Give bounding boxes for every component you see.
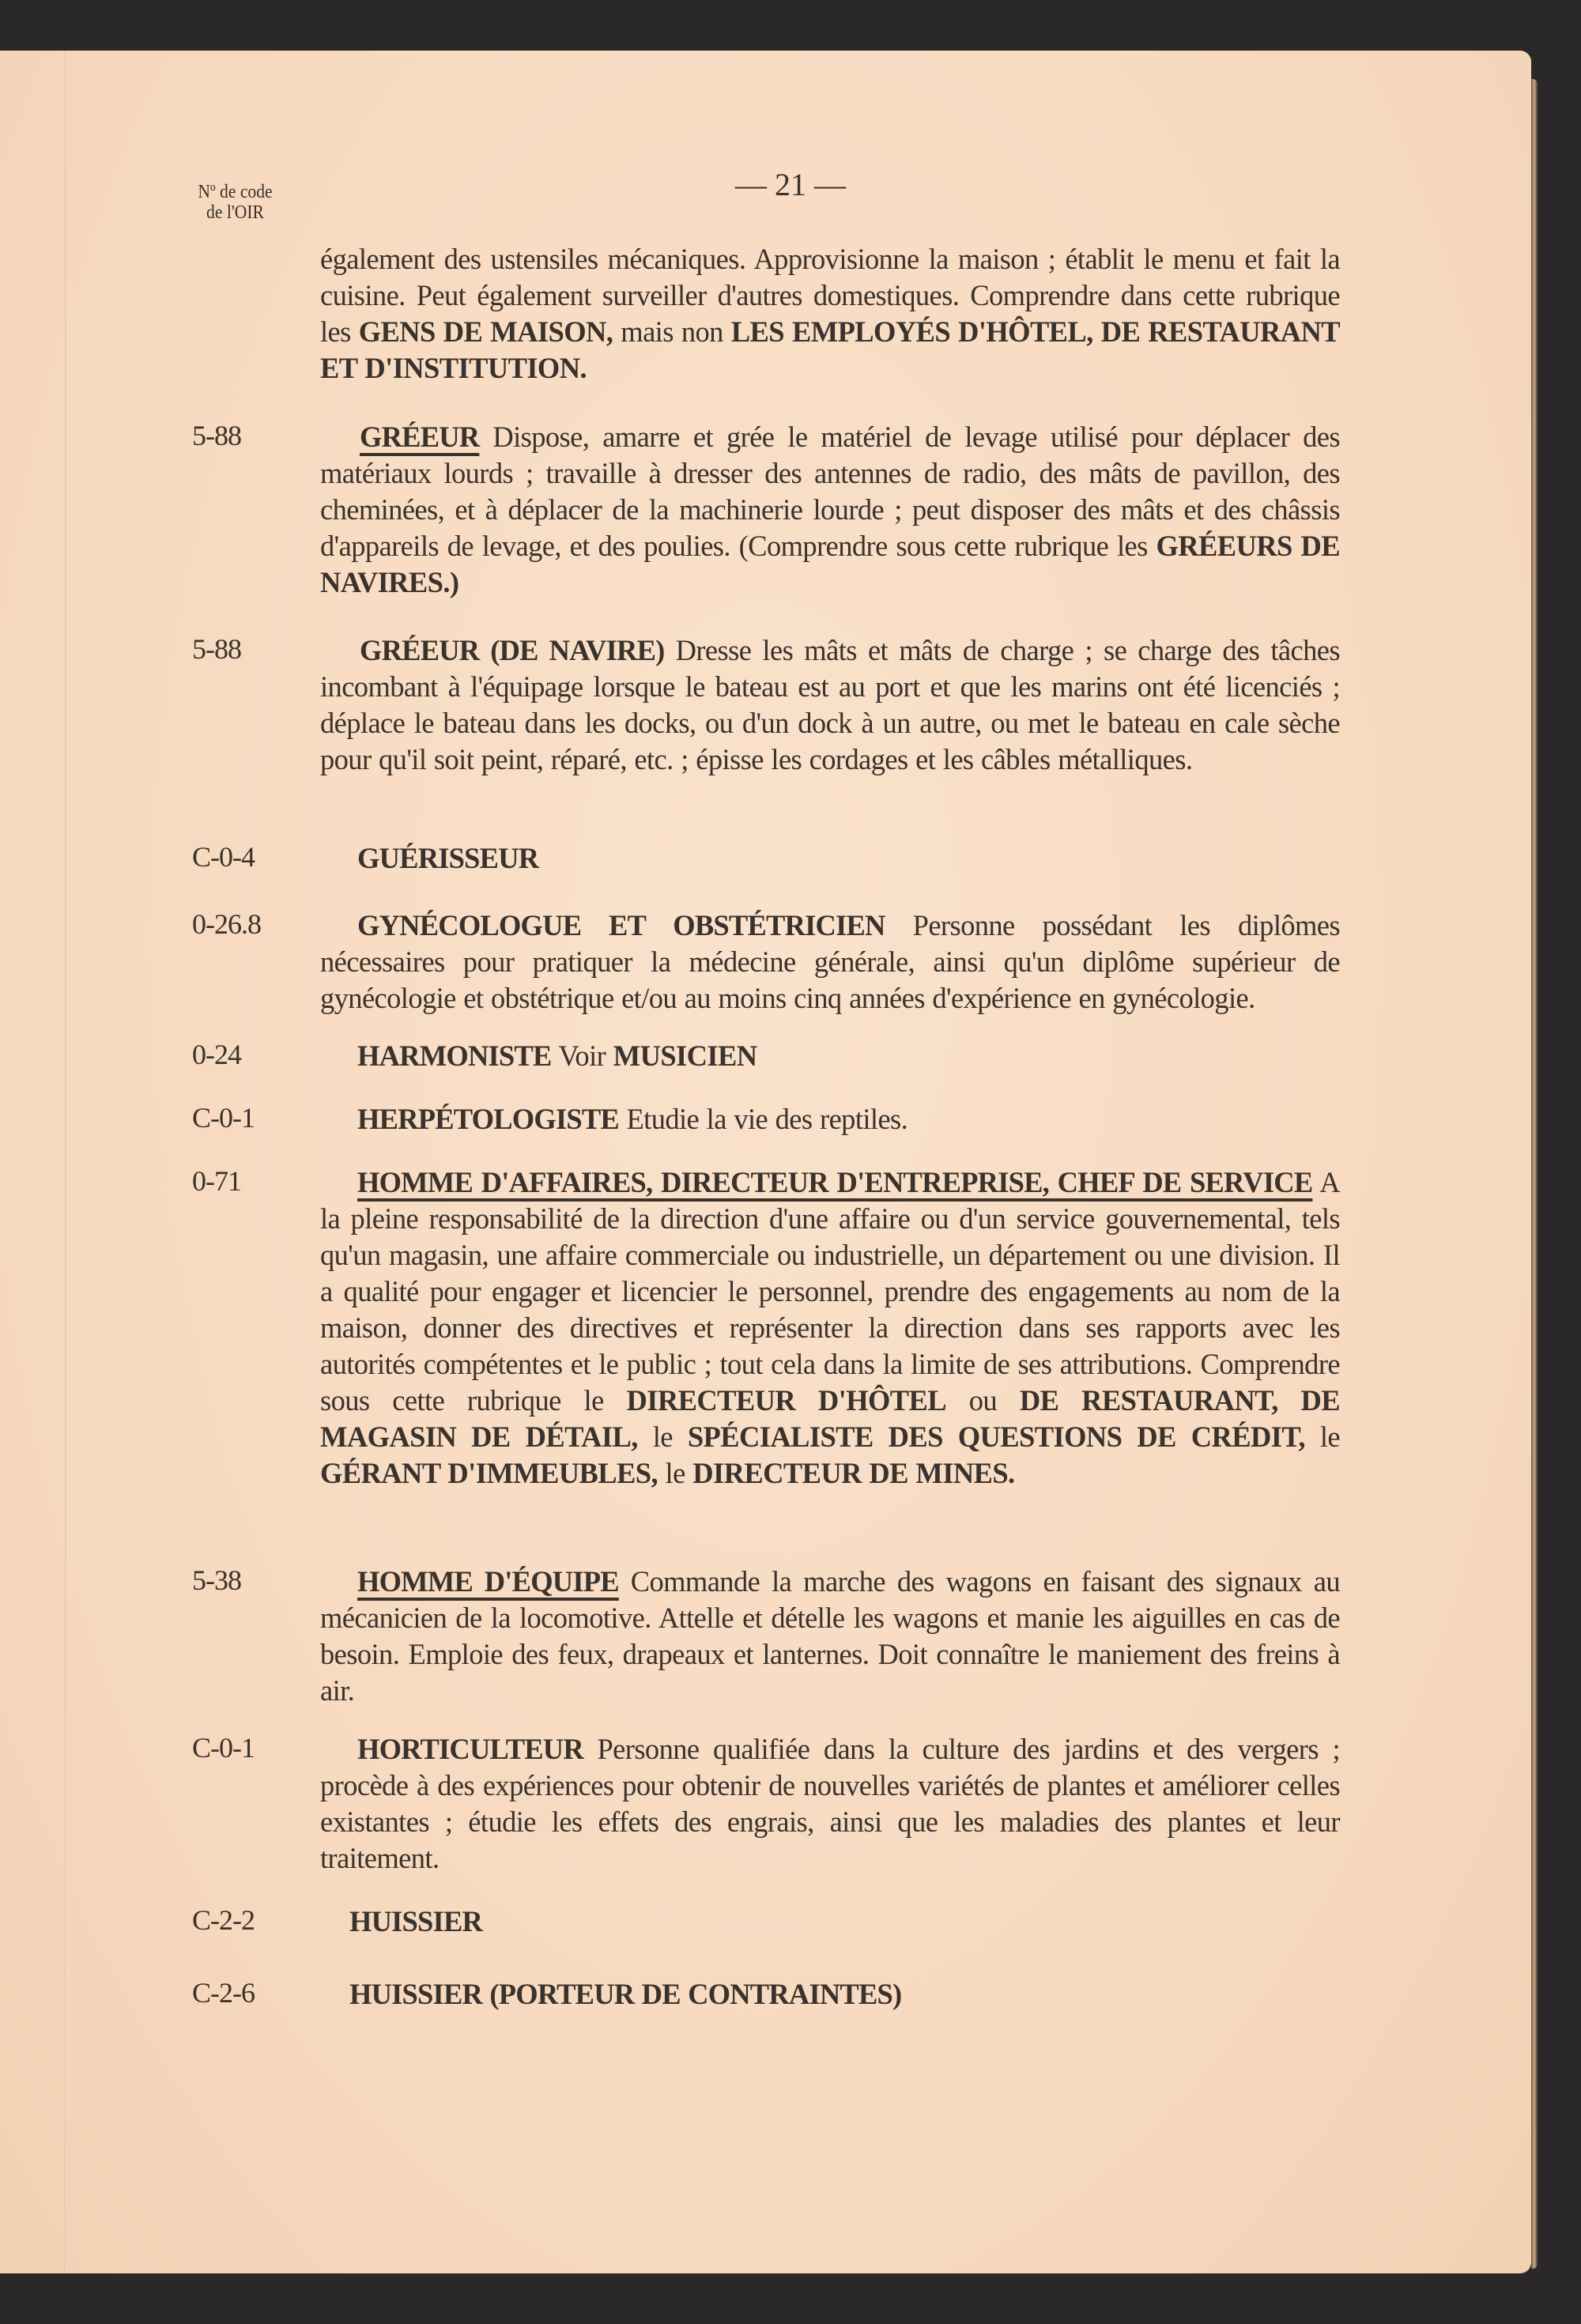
entry-text: Etudie la vie des reptiles. <box>618 1103 908 1135</box>
entry-title: HUISSIER <box>349 1905 483 1937</box>
code-header-line2: de l'OIR <box>206 202 264 223</box>
entry-title: HUISSIER (PORTEUR DE CONTRAINTES) <box>349 1978 902 2010</box>
entry-code: 5-88 <box>192 633 241 665</box>
entry-title: HORTICULTEUR <box>357 1733 583 1765</box>
entry-title: GYNÉCOLOGUE ET OBSTÉTRICIEN <box>357 909 885 941</box>
entry-text: Personne qualifiée dans la culture des jardins et des vergers ; procède à des expériences pour obtenir de nouvelles variétés de plantes et améliorer celles existantes ; étudie les effets des engrais, ainsi que les maladies des plantes et leur traitement. <box>320 1733 1340 1874</box>
entry-code: C-2-2 <box>192 1904 255 1936</box>
entry-huissier-porteur <box>349 1976 1369 2013</box>
entry-code: 0-26.8 <box>192 908 261 940</box>
entry-bold: GRÉEURS DE NAVIRES.) <box>320 530 1340 598</box>
entry-code: 5-88 <box>192 420 241 451</box>
entry-herpetologiste <box>357 1101 1377 1137</box>
entry-text: Dresse les mâts et mâts de charge ; se charge des tâches incombant à l'équipage lorsque le bateau est au port et que les marins ont été licenciés ; déplace le bateau dans les docks, ou d'un dock à un autre, ou met le bateau en cale sèche pour qu'il soit peint, réparé, etc. ; épisse les cordages et les câbles métalliques. <box>320 634 1340 775</box>
entry-gynecologue <box>320 907 1340 1017</box>
entry-harmoniste <box>357 1038 1377 1074</box>
entry-bold: DE RESTAURANT, DE MAGASIN DE DÉTAIL, <box>320 1384 1341 1453</box>
entry-code: C-0-4 <box>192 841 255 873</box>
entry-code: 5-38 <box>192 1564 241 1596</box>
entry-text: Dispose, amarre et grée le matériel de levage utilisé pour déplacer des matériaux lourds ; travaille à dresser des antennes de radio, des mâts de pavillon, des cheminées, et à déplacer de la machinerie lourde ; peut disposer des mâts et des châssis d'appareils de levage, et des poulies. (Comprendre sous cette rubrique les <box>320 421 1340 562</box>
entry-text: A la pleine responsabilité de la direction d'une affaire ou d'un service gouvernemental, tels qu'un magasin, une affaire commerciale ou industrielle, un département ou une division. Il a qualité pour engager et licencier le personnel, prendre des engagements au nom de la maison, donner des directives et représenter la direction dans ses rapports avec les autorités compétentes et le public ; tout cela dans la limite de ses attributions. Comprendre sous cette rubrique le <box>320 1166 1340 1417</box>
continuation-bold: GENS DE MAISON, <box>358 315 613 348</box>
entry-bold: DIRECTEUR D'HÔTEL <box>626 1384 947 1417</box>
entry-greeur <box>320 419 1340 601</box>
entry-text: le <box>1304 1420 1340 1453</box>
entry-code: 0-24 <box>192 1039 241 1070</box>
continuation-paragraph <box>320 241 1340 387</box>
entry-guerisseur <box>357 840 1377 877</box>
entry-bold: MUSICIEN <box>613 1039 757 1072</box>
entry-title: HOMME D'AFFAIRES, DIRECTEUR D'ENTREPRISE, CHEF DE SERVICE <box>357 1166 1313 1198</box>
entry-title: GUÉRISSEUR <box>357 842 539 874</box>
code-column-header <box>182 182 289 223</box>
entry-text: le <box>637 1420 688 1453</box>
page-edge <box>1531 79 1538 2269</box>
entry-code: C-0-1 <box>192 1732 255 1764</box>
entry-code: 0-71 <box>192 1165 241 1197</box>
entry-bold: SPÉCIALISTE DES QUESTIONS DE CRÉDIT, <box>687 1420 1305 1453</box>
entry-title: HOMME D'ÉQUIPE <box>357 1565 619 1598</box>
entry-huissier <box>349 1903 1369 1940</box>
entry-text: Personne possédant les diplômes nécessaires pour pratiquer la médecine générale, ainsi qu'un diplôme supérieur de gynécologie et obstétrique et/ou au moins cinq années d'expérience en gynécologie. <box>320 909 1341 1014</box>
entry-code: C-0-1 <box>192 1102 255 1134</box>
entry-text: Voir <box>551 1039 613 1072</box>
continuation-text: également des ustensiles mécaniques. Approvisionne la maison ; établit le menu et fait la cuisine. Peut également surveiller d'autres domestiques. Comprendre dans cette rubrique les <box>320 243 1340 348</box>
entry-text: ou <box>946 1384 1020 1417</box>
entry-greeur-navire <box>320 632 1340 778</box>
entry-text: le <box>658 1457 693 1489</box>
entry-title: GRÉEUR (DE NAVIRE) <box>360 634 665 666</box>
entry-title: HARMONISTE <box>357 1039 552 1072</box>
code-header-line1: Nº de code <box>198 182 273 202</box>
entry-title: GRÉEUR <box>360 421 480 453</box>
continuation-text: mais non <box>613 315 731 348</box>
entry-code: C-2-6 <box>192 1977 255 2009</box>
continuation-bold: LES EMPLOYÉS D'HÔTEL, DE RESTAURANT ET D'INSTITUTION. <box>320 315 1341 384</box>
entry-homme-affaires <box>320 1164 1340 1492</box>
entry-bold: GÉRANT D'IMMEUBLES, <box>320 1457 658 1489</box>
entry-text: Commande la marche des wagons en faisant des signaux au mécanicien de la locomotive. Attelle et dételle les wagons et manie les aiguilles en cas de besoin. Emploie des feux, drapeaux et lanternes. Doit connaître le maniement des freins à air. <box>320 1565 1340 1707</box>
page-number: — 21 — <box>735 167 846 202</box>
entry-bold: DIRECTEUR DE MINES. <box>692 1457 1015 1489</box>
page-fold <box>65 51 66 2273</box>
entry-homme-equipe <box>320 1564 1340 1709</box>
entry-title: HERPÉTOLOGISTE <box>357 1103 619 1135</box>
entry-horticulteur <box>320 1731 1340 1877</box>
